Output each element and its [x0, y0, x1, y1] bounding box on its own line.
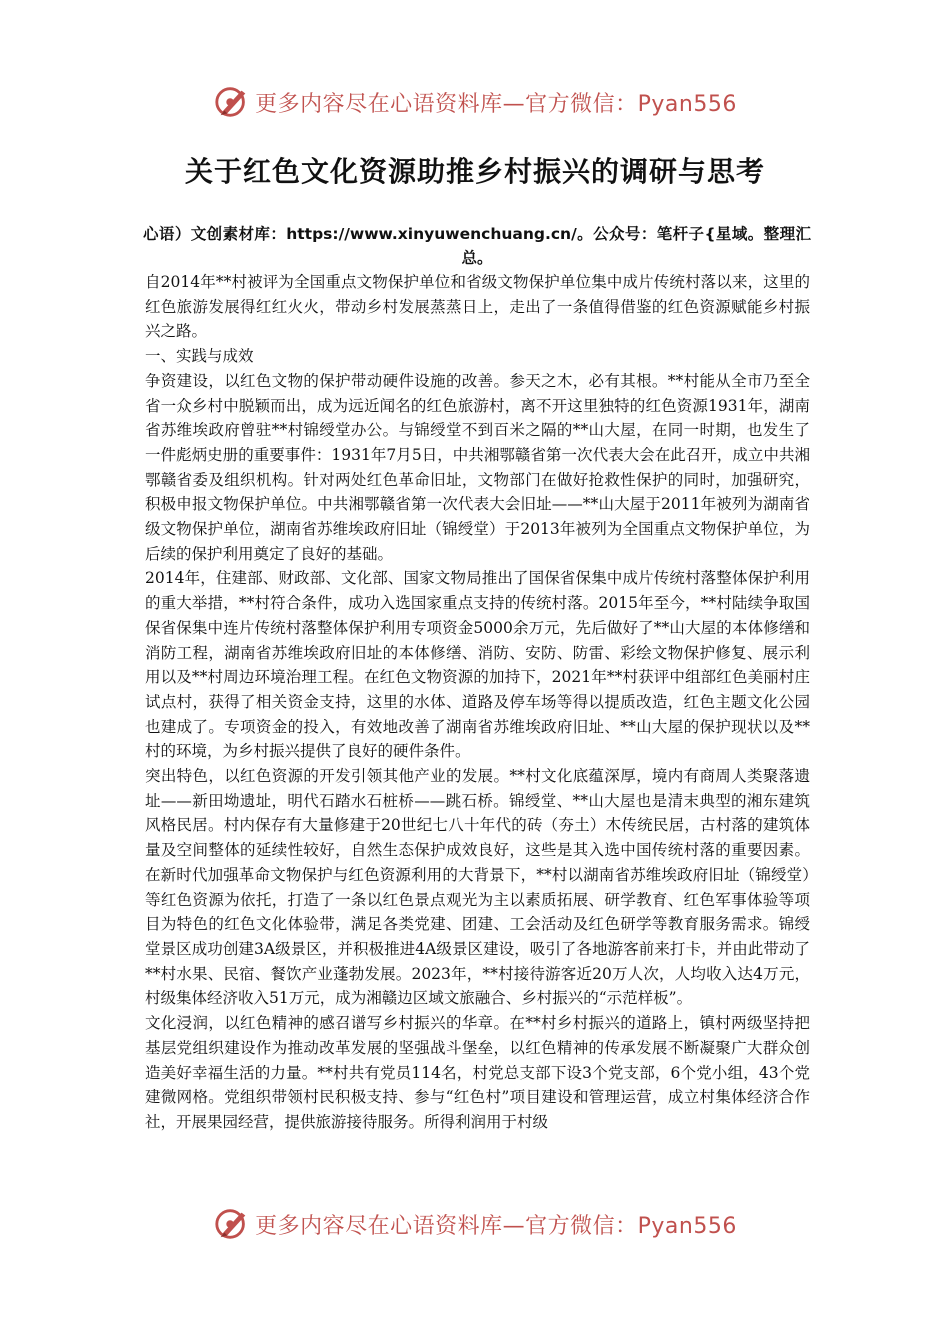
paragraph-intro: 自2014年**村被评为全国重点文物保护单位和省级文物保护单位集中成片传统村落以来，这里的红色旅游发展得红红火火，带动乡村发展蒸蒸日上，走出了一条值得借鉴的红色资源赋能乡村振兴之路。 [145, 273, 810, 341]
section-heading: 一、实践与成效 [145, 347, 254, 366]
footer-watermark-banner [0, 1204, 950, 1244]
red-circle-pen-logo-icon [213, 83, 251, 121]
header-watermark-banner [0, 82, 950, 122]
red-circle-pen-logo-icon [213, 1205, 251, 1243]
watermark-text: 更多内容尽在心语资料库—官方微信：Pyan556 [255, 91, 737, 117]
paragraph: 2014年，住建部、财政部、文化部、国家文物局推出了国保省保集中成片传统村落整体保护利用的重大举措，**村符合条件，成功入选国家重点支持的传统村落。2015年至今，**村陆续争取国保省保集中连片传统村落整体保护利用专项资金5000余万元，先后做好了**山大屋的本体修缮和消防工程，湖南省苏维埃政府旧址的本体修缮、消防、安防、防雷、彩绘文物保护修复、展示利用以及**村周边环境治理工程。在红色文物资源的加持下，2021年**村获评中组部红色美丽村庄试点村，获得了相关资金支持，这里的水体、道路及停车场等得以提质改造，红色主题文化公园也建成了。专项资金的投入，有效地改善了湖南省苏维埃政府旧址、**山大屋的保护现状以及**村的环境，为乡村振兴提供了良好的硬件条件。 [145, 569, 810, 761]
paragraph: 文化浸润，以红色精神的感召谱写乡村振兴的华章。在**村乡村振兴的道路上，镇村两级坚持把基层党组织建设作为推动改革发展的坚强战斗堡垒，以红色精神的传承发展不断凝聚广大群众创造美好幸福生活的力量。**村共有党员114名，村党总支部下设3个党支部，6个党小组，43个党建微网格。党组织带领村民积极支持、参与“红色村”项目建设和管理运营，成立村集体经济合作社，开展果园经营，提供旅游接待服务。所得利润用于村级 [145, 1014, 810, 1131]
paragraph: 争资建设，以红色文物的保护带动硬件设施的改善。参天之木，必有其根。**村能从全市乃至全省一众乡村中脱颖而出，成为远近闻名的红色旅游村，离不开这里独特的红色资源1931年，湖南省苏维埃政府曾驻**村锦绶堂办公。与锦绶堂不到百米之隔的**山大屋，在同一时期，也发生了一件彪炳史册的重要事件：1931年7月5日，中共湘鄂赣省第一次代表大会在此召开，成立中共湘鄂赣省委及组织机构。针对两处红色革命旧址，文物部门在做好抢救性保护的同时，加强研究，积极申报文物保护单位。中共湘鄂赣省第一次代表大会旧址——**山大屋于2011年被列为湖南省级文物保护单位，湖南省苏维埃政府旧址（锦绶堂）于2013年被列为全国重点文物保护单位，为后续的保护利用奠定了良好的基础。 [145, 371, 810, 563]
document-title: 关于红色文化资源助推乡村振兴的调研与思考 [184, 155, 765, 188]
watermark-text: 更多内容尽在心语资料库—官方微信：Pyan556 [255, 1213, 737, 1239]
source-line: 心语）文创素材库：https://www.xinyuwenchuang.cn/。公众号：笔杆子{星域。整理汇总。 [143, 225, 811, 267]
paragraph: 突出特色，以红色资源的开发引领其他产业的发展。**村文化底蕴深厚，境内有商周人类聚落遗址——新田坳遗址，明代石踏水石桩桥——跳石桥。锦绶堂、**山大屋也是清末典型的湘东建筑风格民居。村内保存有大量修建于20世纪七八十年代的砖（夯土）木传统民居，古村落的建筑体量及空间整体的延续性较好，自然生态保护成效良好，这些是其入选中国传统村落的重要因素。在新时代加强革命文物保护与红色资源利用的大背景下，**村以湖南省苏维埃政府旧址（锦绶堂）等红色资源为依托，打造了一条以红色景点观光为主以素质拓展、研学教育、红色军事体验等项目为特色的红色文化体验带，满足各类党建、团建、工会活动及红色研学等教育服务需求。锦绶堂景区成功创建3A级景区，并积极推进4A级景区建设，吸引了各地游客前来打卡，并由此带动了**村水果、民宿、餐饮产业蓬勃发展。2023年，**村接待游客近20万人次，人均收入达4万元，村级集体经济收入51万元，成为湘赣边区域文旅融合、乡村振兴的“示范样板”。 [145, 767, 810, 1008]
document-body [145, 270, 810, 1135]
